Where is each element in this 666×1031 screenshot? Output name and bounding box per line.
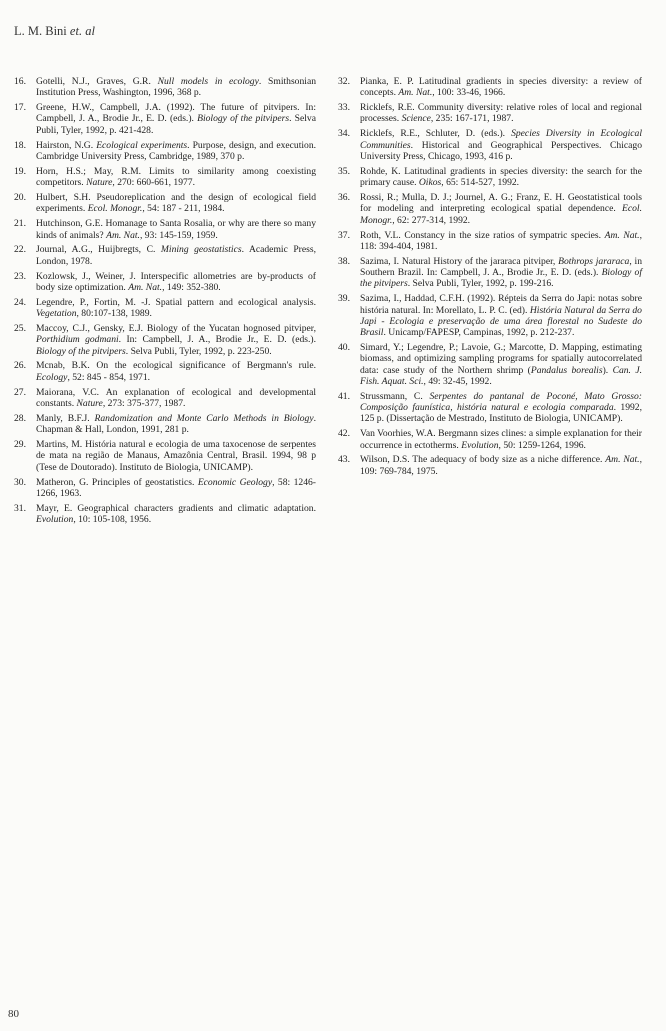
reference-number: 43. [338, 454, 350, 466]
reference-item [338, 76, 642, 99]
reference-number: 41. [338, 390, 350, 402]
reference-number: 17. [14, 102, 26, 114]
reference-text [36, 413, 316, 436]
reference-italic-segment: Porthidium godmani [36, 334, 119, 346]
reference-text [36, 218, 316, 241]
reference-segment: Maiorana, V.C. An explanation of ecological and developmental constants. [36, 386, 316, 409]
reference-item [14, 166, 316, 189]
running-head-etal: et. al [69, 24, 95, 38]
reference-italic-segment: Am. Nat. [128, 281, 163, 293]
reference-item [14, 387, 316, 410]
reference-segment: Roth, V.L. Constancy in the size ratios of sympatric species. [360, 229, 605, 241]
reference-text [36, 297, 316, 320]
reference-italic-segment: Science [401, 113, 431, 125]
reference-segment: . Historical and Geographical Perspectives. Chicago University Press, Chicago, 1993, 416 p. [360, 139, 642, 162]
reference-segment: Sazima, I., Haddad, C.F.H. (1992). Répteis da Serra do Japi: notas sobre história natural. In: Morellato, L. P. C. (ed). [360, 293, 642, 316]
reference-number: 40. [338, 341, 350, 353]
reference-item [338, 293, 642, 338]
reference-segment: , 149: 352-380. [162, 281, 221, 293]
reference-text [36, 140, 316, 163]
reference-item [14, 477, 316, 500]
reference-number: 32. [338, 76, 350, 87]
reference-item [14, 439, 316, 473]
reference-number: 19. [14, 165, 26, 177]
reference-number: 25. [14, 322, 26, 334]
reference-segment: . Selva Publi, Tyler, 1992, p. 421-428. [36, 113, 316, 136]
reference-italic-segment: Oikos [418, 177, 442, 189]
reference-text [36, 76, 316, 99]
reference-item [338, 192, 642, 226]
reference-number: 29. [14, 439, 26, 451]
reference-segment: Van Voorhies, W.A. Bergmann sizes clines: a simple explanation for their occurrence in ectotherms. [360, 428, 642, 451]
reference-text [36, 271, 316, 294]
reference-segment: Pianka, E. P. Latitudinal gradients in species diversity: a review of concepts. [360, 76, 642, 99]
reference-italic-segment: Am. Nat. [604, 229, 640, 241]
reference-text [360, 166, 642, 189]
reference-number: 26. [14, 360, 26, 372]
reference-segment: , 235: 167-171, 1987. [430, 113, 514, 125]
reference-italic-segment: Serpentes do pantanal de Poconé, Mato Grosso: Composição faunística, história natural e ecologia comparada [360, 390, 642, 414]
reference-text [360, 428, 642, 451]
reference-italic-segment: Biology of the pitvipers [36, 345, 126, 357]
references-left-column [14, 76, 316, 529]
reference-segment: Wilson, D.S. The adequacy of body size as a niche difference. [360, 454, 606, 466]
reference-segment: , 62: 277-314, 1992. [392, 214, 471, 226]
reference-italic-segment: Economic Geology [197, 476, 273, 488]
reference-segment: , 58: 1246-1266, 1963. [36, 476, 317, 499]
reference-segment: , 80:107-138, 1989. [76, 308, 152, 320]
reference-segment: , 54: 187 - 211, 1984. [142, 203, 225, 215]
reference-segment: . Purpose, design, and execution. Cambridge University Press, Cambridge, 1989, 370 p. [36, 139, 317, 162]
reference-segment: Manly, B.F.J. [36, 412, 95, 424]
reference-item [338, 102, 642, 125]
reference-segment: , in Southern Brazil. In: Campbell, J. A., Brodie Jr., E. D. (eds.). [360, 255, 642, 279]
reference-segment: Mayr, E. Geographical characters gradients and climatic adaptation. [36, 502, 316, 514]
reference-item [338, 128, 642, 162]
reference-segment: . Chapman & Hall, London, 1991, 281 p. [36, 412, 317, 436]
reference-segment: , 52: 845 - 854, 1971. [67, 371, 151, 383]
reference-item [338, 256, 642, 290]
reference-italic-segment: Biology of the pitvipers [197, 113, 290, 125]
reference-text [36, 387, 316, 410]
reference-text [36, 192, 316, 215]
reference-number: 36. [338, 192, 350, 204]
reference-italic-segment: Can. J. Fish. Aquat. Sci. [360, 364, 642, 387]
reference-number: 16. [14, 76, 26, 87]
reference-italic-segment: Evolution [36, 514, 74, 525]
reference-italic-segment: Ecol. Monogr. [87, 203, 143, 215]
reference-segment: Hairston, N.G. [36, 139, 97, 151]
reference-text [36, 477, 316, 500]
reference-italic-segment: Biology of the pitvipers [360, 267, 643, 290]
reference-number: 39. [338, 293, 350, 305]
reference-segment: Ricklefs, R.E. Community diversity: relative roles of local and regional processes. [360, 102, 642, 125]
reference-number: 18. [14, 139, 26, 151]
reference-number: 31. [14, 502, 26, 514]
reference-text [360, 342, 642, 387]
reference-italic-segment: Pandalus borealis [530, 364, 603, 376]
reference-item [14, 140, 316, 163]
reference-segment: Ricklefs, R.E., Schluter, D. (eds.). [360, 128, 512, 140]
reference-segment: , 100: 33-46, 1966. [432, 87, 506, 99]
reference-italic-segment: Species Diversity in Ecological Communities [360, 128, 643, 151]
reference-text [36, 439, 316, 473]
reference-number: 34. [338, 128, 350, 140]
reference-number: 27. [14, 386, 26, 398]
reference-item [14, 503, 316, 526]
reference-item [14, 76, 316, 99]
reference-italic-segment: Bothrops jararaca [558, 255, 630, 267]
reference-text [360, 293, 642, 338]
reference-segment: , 118: 394-404, 1981. [360, 229, 642, 252]
reference-number: 38. [338, 255, 350, 267]
reference-segment: , 273: 375-377, 1987. [102, 397, 186, 409]
reference-segment: , 50: 1259-1264, 1996. [498, 439, 586, 451]
reference-item [338, 428, 642, 451]
reference-item [338, 391, 642, 425]
reference-item [338, 454, 642, 477]
reference-segment: . Selva Publi, Tyler, 1992, p. 223-250. [125, 345, 272, 357]
reference-segment: Gotelli, N.J., Graves, G.R. [36, 76, 158, 87]
reference-segment: Simard, Y.; Legendre, P.; Lavoie, G.; Marcotte, D. Mapping, estimating biomass, and optimizing sampling programs for spatially autocorrelated data: case study of the Northern shrimp ( [360, 341, 642, 376]
reference-text [36, 503, 316, 526]
reference-segment: Hutchinson, G.E. Homanage to Santa Rosalia, or why are there so many kinds of animals? [36, 218, 316, 241]
reference-segment: Journal, A.G., Huijbregts, C. [36, 244, 161, 256]
reference-text [36, 166, 316, 189]
reference-segment: . Academic Press, London, 1978. [36, 244, 316, 267]
reference-segment: , 270: 660-661, 1977. [112, 177, 196, 189]
reference-text [36, 360, 316, 383]
reference-segment: Rossi, R.; Mulla, D. J.; Journel, A. G.; Franz, E. H. Geostatistical tools for modeling and interpreting ecological spatial dependence. [360, 192, 642, 215]
reference-item [14, 297, 316, 320]
reference-item [14, 192, 316, 215]
reference-segment: Legendre, P., Fortin, M. -J. Spatial pattern and ecological analysis. [36, 296, 316, 308]
reference-segment: , 93: 145-159, 1959. [139, 229, 218, 241]
reference-number: 28. [14, 412, 26, 424]
reference-italic-segment: Am. Nat. [106, 229, 140, 241]
reference-text [36, 102, 316, 136]
reference-segment: , 10: 105-108, 1956. [73, 514, 152, 525]
reference-number: 30. [14, 476, 26, 488]
reference-italic-segment: Vegetation [36, 308, 77, 320]
running-head [14, 24, 95, 39]
reference-segment: Sazima, I. Natural History of the jararaca pitviper, [360, 255, 559, 267]
reference-item [14, 413, 316, 436]
reference-item [14, 271, 316, 294]
reference-segment: Kozlowsk, J., Weiner, J. Interspecific allometries are by-products of body size optimization. [36, 270, 316, 293]
reference-text [360, 192, 642, 226]
reference-italic-segment: Ecology [36, 371, 68, 383]
reference-item [338, 230, 642, 253]
reference-number: 33. [338, 102, 350, 114]
reference-italic-segment: Am. Nat. [605, 454, 640, 466]
reference-segment: Rohde, K. Latitudinal gradients in species diversity: the search for the primary cause. [360, 165, 642, 189]
reference-text [360, 230, 642, 253]
reference-segment: , 65: 514-527, 1992. [441, 177, 520, 189]
reference-segment: Horn, H.S.; May, R.M. Limits to similarity among coexisting competitors. [36, 165, 316, 189]
reference-number: 24. [14, 296, 26, 308]
reference-segment: , 49: 32-45, 1992. [423, 375, 492, 387]
reference-segment: Maccoy, C.J., Gensky, E.J. Biology of the Yucatan hognosed pitviper, [36, 322, 316, 334]
reference-segment: Hulbert, S.H. Pseudoreplication and the design of ecological field experiments. [36, 192, 316, 215]
reference-item [14, 360, 316, 383]
reference-segment: . 1992, 125 p. (Dissertação de Mestrado, Instituto de Biologia, UNICAMP). [360, 402, 642, 425]
reference-segment: . Selva Publi, Tyler, 1992, p. 199-216. [407, 278, 554, 290]
reference-italic-segment: Mining geostatistics [160, 244, 242, 256]
reference-item [338, 166, 642, 189]
reference-item [14, 218, 316, 241]
reference-number: 23. [14, 270, 26, 282]
reference-segment: . Smithsonian Institution Press, Washington, 1996, 368 p. [36, 76, 316, 99]
reference-segment: Greene, H.W., Campbell, J.A. (1992). The future of pitvipers. In: Campbell, J. A., Brodie Jr., E. D. (eds.). [36, 102, 316, 125]
reference-item [14, 102, 316, 136]
reference-number: 20. [14, 192, 26, 204]
reference-segment: ). [602, 364, 613, 376]
reference-segment: . Unicamp/FAPESP, Campinas, 1992, p. 212-237. [383, 327, 575, 339]
reference-text [36, 323, 316, 357]
reference-number: 21. [14, 218, 26, 230]
running-head-author: L. M. Bini [14, 24, 67, 38]
reference-italic-segment: Nature [86, 177, 113, 189]
reference-text [360, 454, 642, 477]
reference-italic-segment: Ecological experiments [96, 139, 188, 151]
reference-item [14, 323, 316, 357]
reference-number: 37. [338, 229, 350, 241]
reference-text [360, 128, 642, 162]
reference-segment: , 109: 769-784, 1975. [360, 454, 642, 477]
page-number: 80 [8, 1008, 19, 1020]
reference-segment: Strussmann, C. [360, 390, 430, 402]
reference-item [338, 342, 642, 387]
reference-segment: Matheron, G. Principles of geostatistics. [36, 476, 198, 488]
reference-italic-segment: Null models in ecology [157, 76, 259, 87]
reference-italic-segment: Nature [76, 397, 103, 409]
reference-text [360, 102, 642, 125]
reference-item [14, 244, 316, 267]
reference-text [360, 76, 642, 99]
reference-italic-segment: Am. Nat. [398, 87, 433, 99]
reference-italic-segment: Ecol. Monogr. [360, 203, 642, 226]
reference-number: 42. [338, 428, 350, 440]
reference-segment: Martins, M. História natural e ecologia de uma taxocenose de serpentes de mata na região de Manaus, Amazônia Central, Brasil. 1994, 98 p (Tese de Doutorado). Instituto de Biologia, UNICAMP). [36, 439, 316, 473]
reference-text [36, 244, 316, 267]
reference-number: 22. [14, 244, 26, 256]
reference-italic-segment: Evolution [461, 439, 499, 451]
reference-number: 35. [338, 165, 350, 177]
reference-segment: . In: Campbell, J. A., Brodie Jr., E. D. (eds.). [118, 334, 316, 346]
reference-text [360, 391, 642, 425]
reference-segment: Mcnab, B.K. On the ecological significance of Bergmann's rule. [36, 360, 316, 372]
references-right-column [338, 76, 642, 481]
reference-text [360, 256, 642, 290]
reference-italic-segment: História Natural da Serra do Japi - Ecologia e preservação de uma área florestal no Sudeste do Brasil [360, 304, 642, 339]
reference-italic-segment: Randomization and Monte Carlo Methods in Biology [94, 412, 314, 424]
